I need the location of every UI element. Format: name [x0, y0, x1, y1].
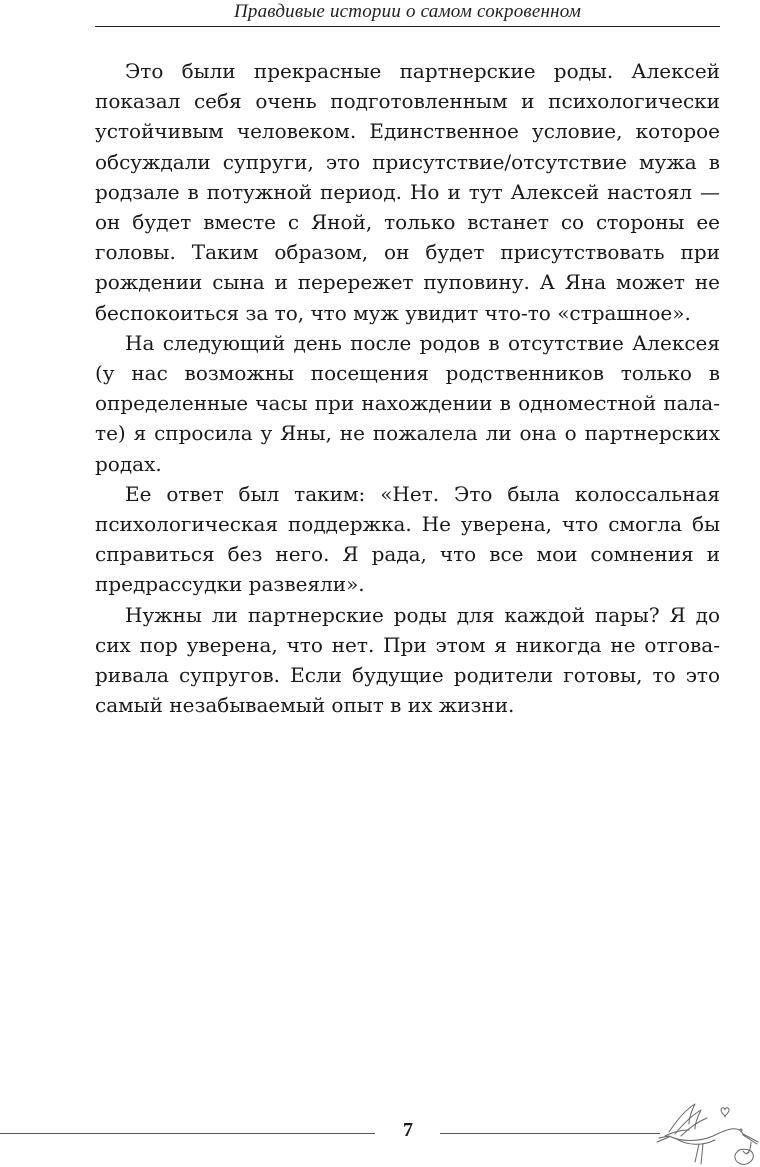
footer-rule-left	[0, 1133, 375, 1134]
paragraph: Это были прекрасные партнерские роды. Алексей показал себя очень подготовленным и психологически устойчивым человеком. Единственное условие, которое обсуждали супруги, это присутствие/отсутствие мужа в родзале в потужной период. Но и тут Алексей настоял — он будет вместе с Яной, только встанет со стороны ее головы. Таким образом, он будет присутствовать при рождении сына и перережет пуповину. А Яна может не беспокоиться за то, что муж увидит что-то «страшное».	[95, 59, 720, 325]
footer-rule-right	[440, 1133, 660, 1134]
paragraph: На следующий день после родов в отсутствие Алексея (у нас возможны посещения родственников только в определенные часы при нахождении в одноместной палате) я спросила у Яны, не пожалела ли она о партнерских родах.	[95, 330, 720, 476]
paragraph: Ее ответ был таким: «Нет. Это была колоссальная психологическая поддержка. Не уверена, что смогла бы справиться без него. Я рада, что все мои сомнения и предрассудки развеяли».	[95, 481, 720, 597]
stork-ornament-icon	[655, 1096, 760, 1167]
running-title: Правдивые истории о самом сокровенном	[233, 1, 582, 22]
page-number: 7	[403, 1119, 413, 1141]
body-text	[95, 56, 720, 720]
paragraph: Нужны ли партнерские роды для каждой пары? Я до сих пор уверена, что нет. При этом я никогда не отговаривала супругов. Если будущие родители готовы, то это самый незабываемый опыт в их жизни.	[95, 602, 720, 718]
running-header	[95, 0, 720, 27]
